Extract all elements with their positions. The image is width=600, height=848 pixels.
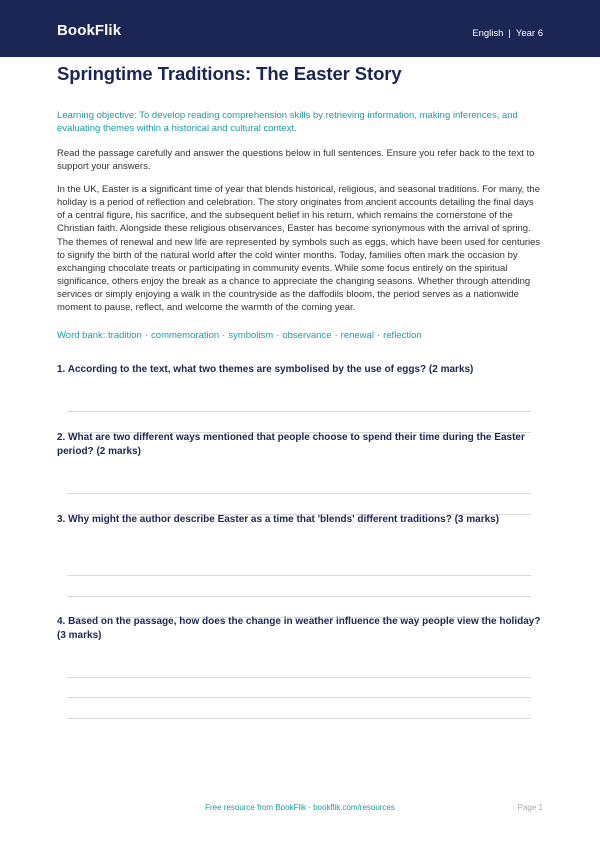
word-bank <box>57 329 544 342</box>
page-number: Page 1 <box>517 803 543 812</box>
learning-objective: Learning objective: To develop reading comprehension skills by retrieving information, making inferences, and evaluating themes within a historical and cultural context. <box>57 110 518 134</box>
answer-line[interactable] <box>67 718 531 719</box>
reading-passage: In the UK, Easter is a significant time of year that blends historical, religious, and seasonal traditions. For many, the holiday is a period of reflection and celebration. The story originates from ancient accounts detailing the final days of a central figure, his sacrifice, and the subsequent belief in his return, which remains the cornerstone of the Christian faith. Alongside these religious observances, Easter has become synonymous with the arrival of spring. The themes of renewal and new life are represented by symbols such as eggs, which have been used for centuries to signify the birth of the natural world after the cold winter months. Today, families often mark the occasion by exchanging chocolate treats or participating in community events. While some focus entirely on the spiritual significance, others enjoy the break as a chance to appreciate the changing seasons. Whether through attending services or simply enjoying a walk in the countryside as the daffodils bloom, the period serves as a nationwide moment to pause, reflect, and welcome the warmth of the coming year. <box>57 184 541 314</box>
question-3: 3. Why might the author describe Easter as a time that 'blends' different traditions? (3 marks) <box>57 514 500 525</box>
answer-line[interactable] <box>67 411 531 412</box>
word-separator: · <box>334 329 338 341</box>
word-separator: · <box>276 329 280 341</box>
answer-line[interactable] <box>67 493 531 494</box>
answer-line[interactable] <box>67 697 531 698</box>
answer-line[interactable] <box>67 575 531 576</box>
worksheet-content <box>57 63 544 342</box>
word-bank-item: observance <box>282 329 332 341</box>
answer-line[interactable] <box>67 596 531 597</box>
word-bank-item: commemoration <box>151 329 220 341</box>
word-separator: · <box>376 329 381 341</box>
brand-logo[interactable]: BookFlik <box>57 22 122 39</box>
answer-line[interactable] <box>67 677 531 678</box>
word-separator: · <box>222 329 226 341</box>
question-4: 4. Based on the passage, how does the change in weather influence the way people view the holiday? (3 marks) <box>57 616 541 641</box>
year-label: Year 6 <box>515 28 543 39</box>
footer-resource-link[interactable]: Free resource from BookFlik · bookflik.com/resources <box>205 803 395 812</box>
word-bank-item: tradition <box>108 329 142 341</box>
word-separator: · <box>144 329 149 341</box>
question-2: 2. What are two different ways mentioned that people choose to spend their time during the Easter period? (2 marks) <box>57 432 525 457</box>
subject-label: English <box>472 28 504 39</box>
page-header <box>0 0 600 57</box>
instructions: Read the passage carefully and answer the questions below in full sentences. Ensure you refer back to the text to support your answers. <box>57 148 535 172</box>
page-title: Springtime Traditions: The Easter Story <box>57 63 402 84</box>
word-bank-item: reflection <box>383 329 422 341</box>
word-bank-item: symbolism <box>228 329 274 341</box>
word-bank-label: Word bank: <box>57 329 106 341</box>
word-bank-item: renewal <box>340 329 374 341</box>
subject-year-label <box>472 28 543 39</box>
question-1: 1. According to the text, what two themes are symbolised by the use of eggs? (2 marks) <box>57 364 474 375</box>
separator: | <box>508 28 511 39</box>
